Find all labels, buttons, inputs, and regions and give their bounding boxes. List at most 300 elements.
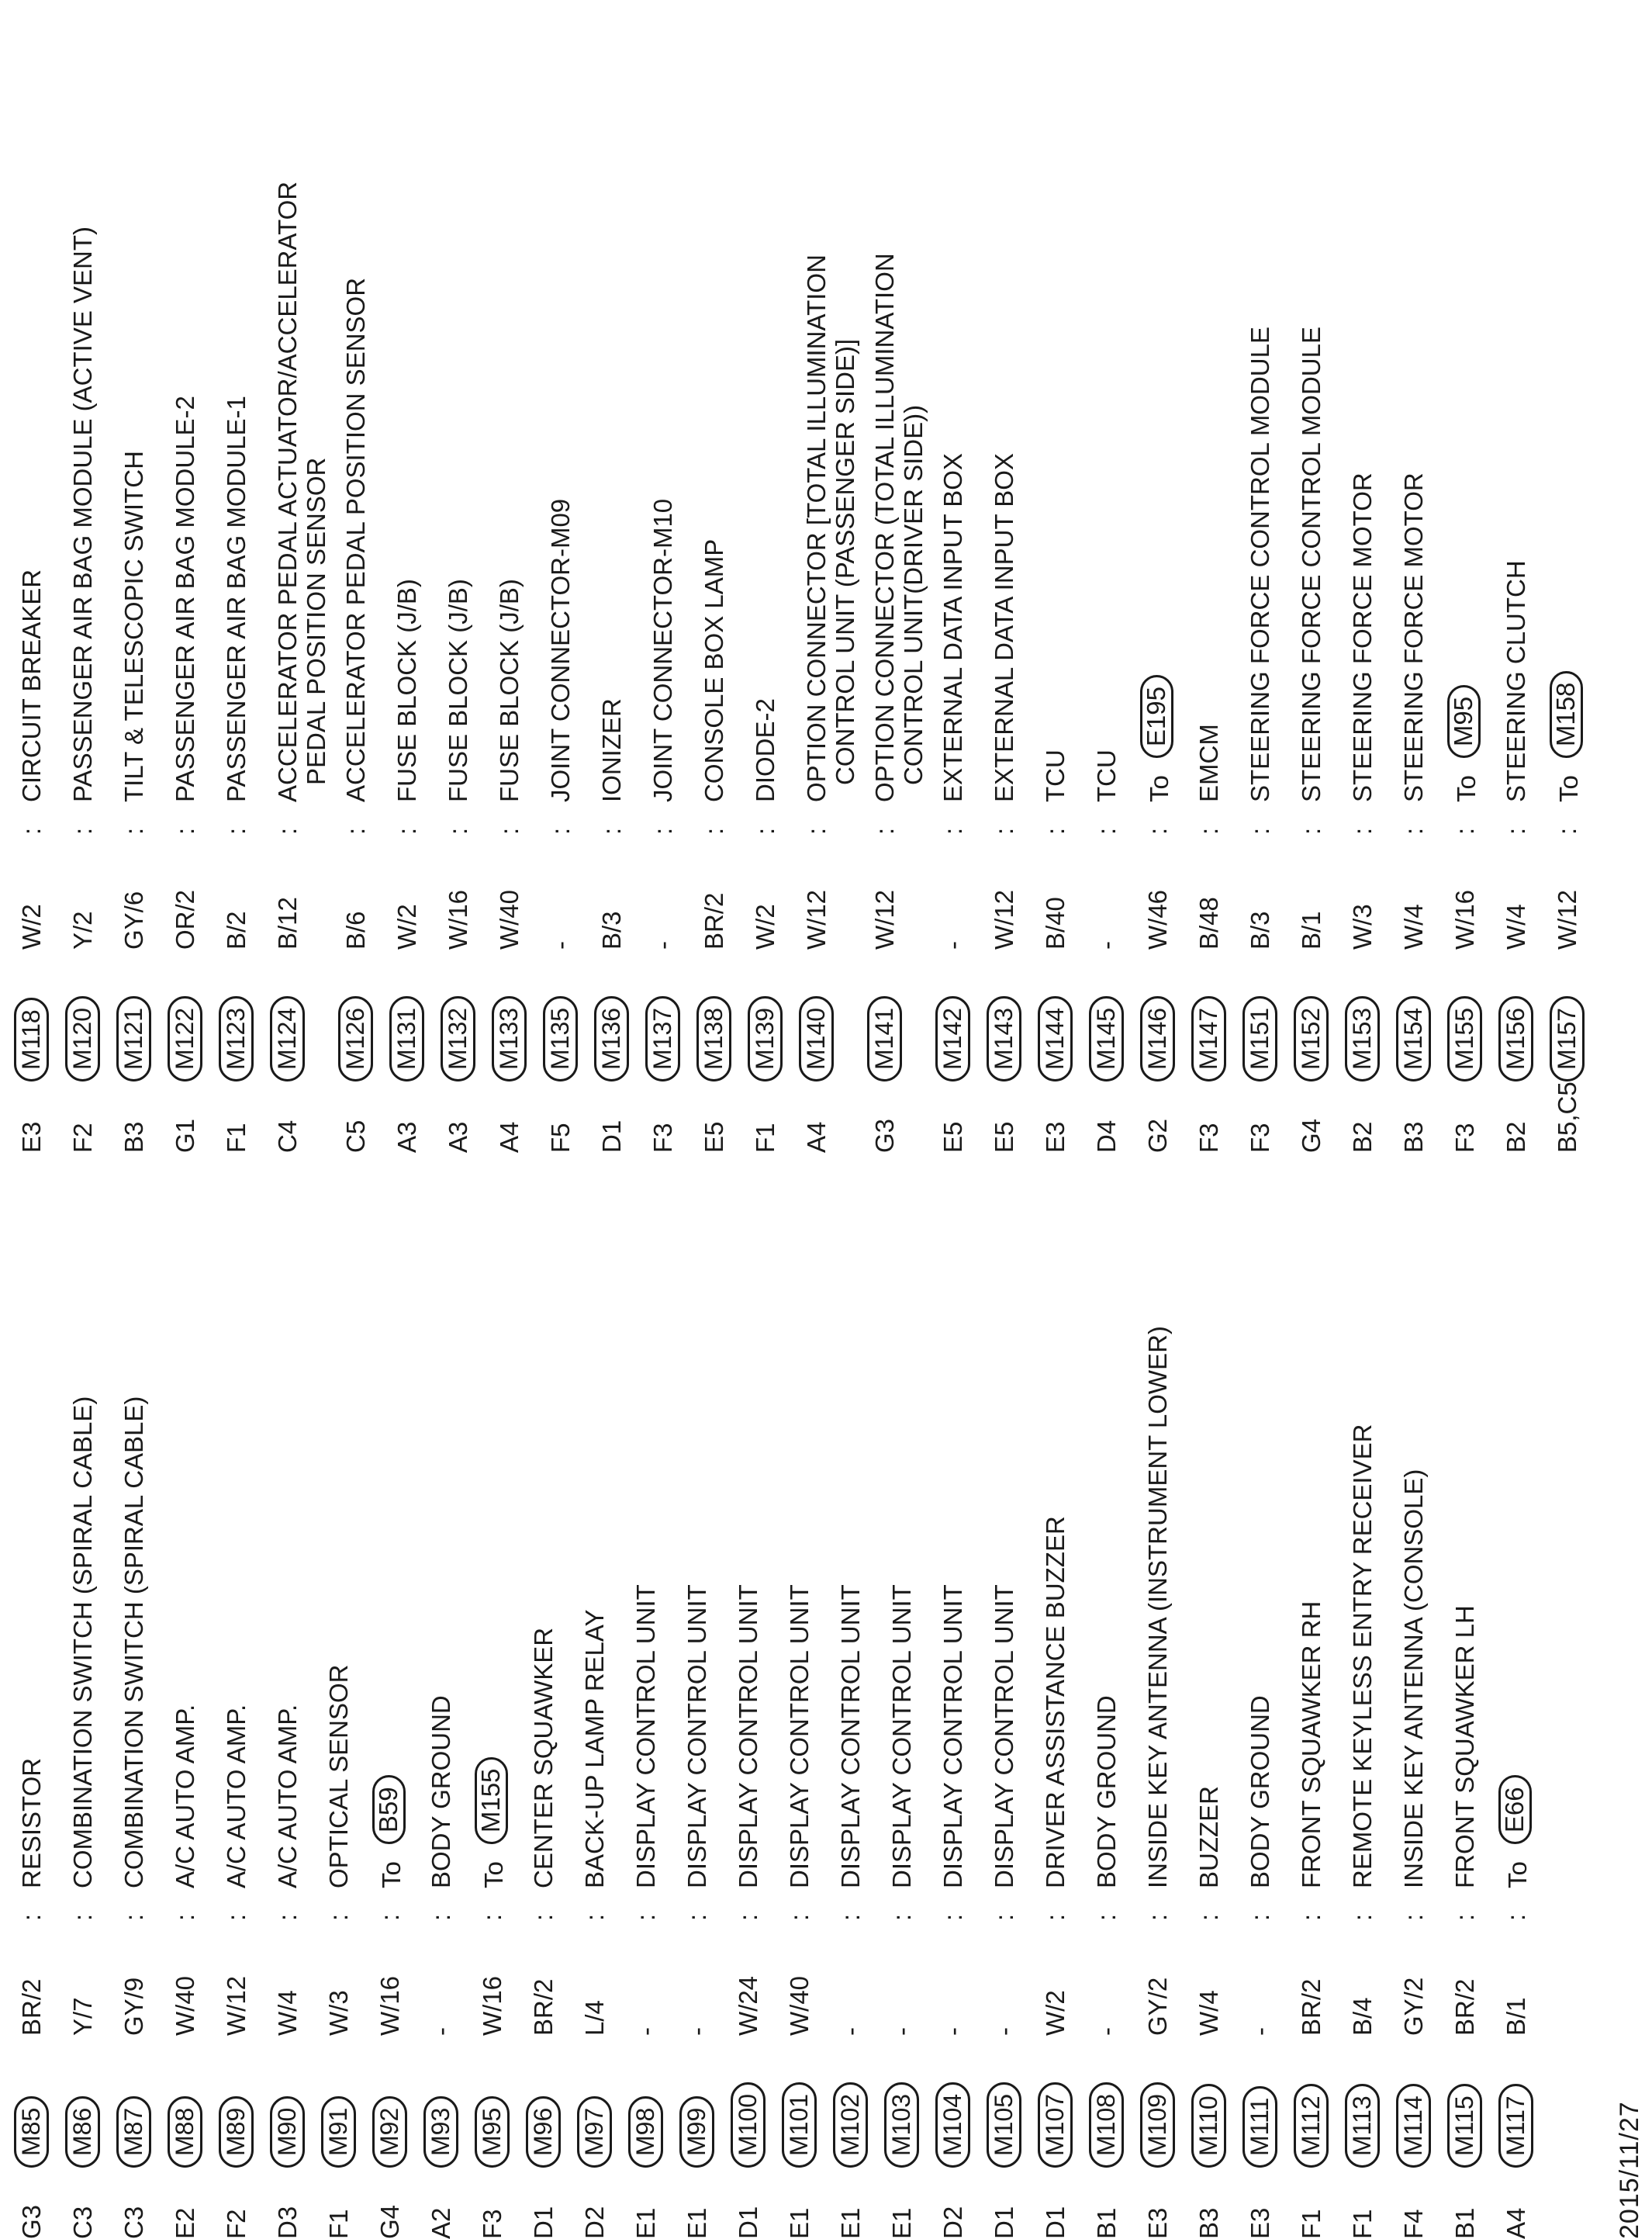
separator-colon: :: [17, 1913, 46, 1921]
grid-reference: A4: [802, 1121, 831, 1153]
connector-color-pins: B/12: [273, 897, 302, 950]
connector-description: [700, 539, 728, 802]
description-line: RESISTOR: [17, 1757, 46, 1888]
connector-description: [495, 579, 524, 802]
grid-reference: E3: [1041, 1121, 1070, 1153]
separator-colon: :: [597, 827, 626, 835]
grid-reference: E3: [17, 1121, 46, 1153]
grid-reference: E2: [171, 2207, 199, 2239]
separator-colon: :: [68, 827, 97, 835]
description-line: JOINT CONNECTOR-M10: [648, 498, 677, 802]
grid-reference: E3: [1246, 2207, 1274, 2239]
grid-reference: F4: [1399, 2209, 1428, 2239]
connector-description: [1399, 1469, 1428, 1888]
separator-colon: :: [938, 1913, 967, 1921]
description-line: COMBINATION SWITCH (SPIRAL CABLE): [68, 1396, 97, 1888]
grid-reference: F1: [1297, 2209, 1325, 2239]
separator-colon: :: [1041, 1913, 1070, 1921]
connector-description: [648, 499, 677, 802]
grid-reference: F5: [546, 1123, 575, 1153]
description-line: IONIZER: [597, 698, 626, 802]
separator-colon: :: [1143, 1913, 1172, 1921]
grid-reference: C3: [119, 2206, 148, 2239]
grid-reference: F3: [1450, 1123, 1479, 1153]
separator-colon: :: [785, 1913, 814, 1921]
connector-color-pins: W/4: [1502, 904, 1530, 950]
connector-number-badge: [987, 996, 1021, 1081]
connector-color-pins: B/6: [341, 911, 370, 950]
connector-color-pins: Y/7: [68, 1997, 97, 2036]
connector-number-badge: [935, 2082, 970, 2168]
connector-number-badge: [1294, 2084, 1329, 2168]
description-line: DISPLAY CONTROL UNIT: [683, 1584, 711, 1888]
connector-number: M87: [116, 2096, 151, 2168]
connector-description: [631, 1584, 660, 1888]
separator-colon: :: [1194, 827, 1223, 835]
connector-number-badge: [116, 996, 151, 1081]
connector-description: [836, 1584, 865, 1888]
connector-number: M143: [987, 996, 1021, 1081]
connector-description: [222, 1704, 251, 1888]
connector-number: M155: [1447, 996, 1482, 1081]
connector-number: M96: [526, 2096, 561, 2168]
description-line: STEERING CLUTCH: [1502, 560, 1530, 802]
connector-number-badge: [492, 996, 527, 1081]
connector-number-badge: [321, 2096, 356, 2168]
connector-color-pins: W/12: [1553, 889, 1581, 950]
grid-reference: C5: [341, 1120, 370, 1153]
connector-number-badge: [679, 2096, 714, 2168]
connector-number-badge: [833, 2082, 868, 2168]
connector-number: M146: [1140, 996, 1175, 1081]
left-connector-column: [0, 998, 1652, 2239]
connector-number: M90: [270, 2096, 305, 2168]
grid-reference: A2: [427, 2207, 455, 2239]
connector-number-badge: [219, 996, 254, 1081]
connector-description: [1041, 1516, 1070, 1888]
separator-colon: :: [1399, 827, 1428, 835]
connector-number: M103: [884, 2082, 919, 2168]
connector-description: [1297, 327, 1325, 802]
separator-colon: :: [478, 1913, 506, 1921]
separator-colon: :: [836, 1913, 865, 1921]
grid-reference: E3: [1143, 2207, 1172, 2239]
connector-description: [1041, 749, 1070, 802]
grid-reference: B5,C5: [1553, 1081, 1581, 1153]
connector-description: [1194, 1786, 1223, 1888]
connector-color-pins: BR/2: [529, 1978, 558, 2036]
description-line: BUZZER: [1194, 1786, 1223, 1888]
connector-description: [1348, 472, 1377, 802]
separator-colon: :: [1297, 1913, 1325, 1921]
connector-description: [938, 453, 967, 802]
separator-colon: :: [887, 1913, 916, 1921]
connector-number: M118: [14, 998, 49, 1081]
connector-description: [1246, 1695, 1274, 1888]
to-label: To: [377, 1861, 406, 1888]
connector-color-pins: W/4: [1399, 904, 1428, 950]
connector-color-pins: B/48: [1194, 897, 1223, 950]
description-line: STEERING FORCE CONTROL MODULE: [1297, 327, 1325, 802]
separator-colon: :: [1194, 1913, 1223, 1921]
connector-number: M109: [1140, 2082, 1175, 2168]
connector-number: M152: [1294, 996, 1329, 1081]
connector-description: [990, 1584, 1018, 1888]
description-line: TCU: [1041, 749, 1070, 802]
connector-description: [580, 1610, 609, 1888]
separator-colon: :: [1502, 827, 1530, 835]
connector-number-badge: [1550, 996, 1585, 1081]
grid-reference: D1: [1041, 2206, 1070, 2239]
connector-number: M98: [628, 2096, 663, 2168]
connector-number-badge: [65, 996, 100, 1081]
description-line: FUSE BLOCK (J/B): [444, 579, 472, 802]
connector-number-badge: [1242, 996, 1277, 1081]
separator-colon: :: [1450, 1913, 1479, 1921]
connector-number-badge: [731, 2082, 766, 2168]
connector-description: [1297, 1601, 1325, 1888]
description-line: CENTER SQUAWKER: [529, 1627, 558, 1888]
connector-color-pins: W/16: [375, 1975, 404, 2036]
connector-number: M132: [441, 996, 475, 1081]
grid-reference: D1: [734, 2206, 762, 2239]
grid-reference: B1: [1450, 2207, 1479, 2239]
grid-reference: F3: [648, 1123, 677, 1153]
description-line: DISPLAY CONTROL UNIT: [836, 1584, 865, 1888]
description-line: EXTERNAL DATA INPUT BOX: [990, 453, 1018, 802]
grid-reference: G4: [1297, 1118, 1325, 1153]
connector-number: M117: [1498, 2084, 1533, 2168]
separator-colon: :: [938, 827, 967, 835]
connector-number-badge: [628, 2096, 663, 2168]
separator-colon: :: [870, 827, 899, 835]
grid-reference: B3: [119, 1121, 148, 1153]
description-line: BODY GROUND: [427, 1695, 455, 1888]
connector-number: M136: [594, 996, 629, 1081]
connector-number: M131: [389, 996, 424, 1081]
connector-number-badge: [1038, 2082, 1073, 2168]
connector-number-badge: [543, 996, 578, 1081]
separator-colon: :: [546, 827, 575, 835]
separator-colon: :: [171, 827, 199, 835]
description-line: JOINT CONNECTOR-M09: [546, 498, 575, 802]
connector-description: [119, 451, 148, 802]
connector-number: M135: [543, 996, 578, 1081]
connector-description: [222, 396, 251, 802]
grid-reference: C3: [68, 2206, 97, 2239]
connector-description: [683, 1584, 711, 1888]
connector-description: [1246, 327, 1274, 802]
connector-number: M147: [1191, 996, 1226, 1081]
description-line: CIRCUIT BREAKER: [17, 569, 46, 802]
separator-colon: :: [631, 1913, 660, 1921]
connector-number-badge: [14, 2096, 49, 2168]
connector-color-pins: B/2: [222, 911, 251, 950]
grid-reference: F3: [478, 2209, 506, 2239]
connector-number-badge: [1447, 2084, 1482, 2168]
connector-number-badge: [1447, 996, 1482, 1081]
connector-number: M89: [219, 2096, 254, 2168]
description-line-continued: CONTROL UNIT(DRIVER SIDE)): [899, 404, 928, 785]
connector-description: [1502, 560, 1530, 802]
separator-colon: :: [802, 827, 831, 835]
connector-description: [529, 1628, 558, 1888]
to-label: To: [1145, 775, 1173, 802]
connector-color-pins: W/40: [785, 1975, 814, 2036]
grid-reference: B3: [1194, 2207, 1223, 2239]
connector-number-badge: [1345, 2084, 1380, 2168]
connector-color-pins: B/3: [1246, 911, 1274, 950]
description-line: DISPLAY CONTROL UNIT: [785, 1584, 814, 1888]
separator-colon: :: [392, 827, 421, 835]
connector-number: M121: [116, 996, 151, 1081]
connector-number: M126: [338, 996, 373, 1081]
description-line: DRIVER ASSISTANCE BUZZER: [1041, 1516, 1070, 1888]
description-line: A/C AUTO AMP.: [273, 1704, 302, 1888]
connector-description: [1092, 1695, 1121, 1888]
connector-description: [785, 1584, 814, 1888]
connector-color-pins: W/3: [324, 1990, 353, 2036]
connector-number: M140: [799, 996, 834, 1081]
connector-number-badge: [526, 2096, 561, 2168]
connector-number: M104: [935, 2082, 970, 2168]
connector-description: [1143, 675, 1177, 802]
grid-reference: E1: [631, 2207, 660, 2239]
connector-number: M151: [1242, 996, 1277, 1081]
description-line: FUSE BLOCK (J/B): [392, 579, 421, 802]
connector-number: M107: [1038, 2082, 1073, 2168]
connector-number: M101: [782, 2082, 817, 2168]
grid-reference: G1: [171, 1118, 199, 1153]
connector-color-pins: BR/2: [700, 892, 728, 950]
connector-number: M91: [321, 2096, 356, 2168]
description-line-continued: CONTROL UNIT (PASSENGER SIDE)]: [831, 338, 859, 785]
description-line: BACK-UP LAMP RELAY: [580, 1609, 609, 1888]
connector-number-badge: [65, 2096, 100, 2168]
connector-color-pins: W/12: [990, 889, 1018, 950]
grid-reference: E5: [990, 1121, 1018, 1153]
connector-number-badge: [116, 2096, 151, 2168]
description-line: DISPLAY CONTROL UNIT: [990, 1584, 1018, 1888]
grid-reference: E1: [836, 2207, 865, 2239]
connector-description: [68, 227, 97, 802]
separator-colon: :: [1092, 827, 1121, 835]
grid-reference: B2: [1348, 1121, 1377, 1153]
connector-description: [171, 1704, 199, 1888]
connector-number-badge: [577, 2096, 612, 2168]
grid-reference: E1: [785, 2207, 814, 2239]
grid-reference: D1: [990, 2206, 1018, 2239]
connector-number-badge: [1345, 996, 1380, 1081]
description-line: FRONT SQUAWKER LH: [1450, 1605, 1479, 1888]
connector-color-pins: W/46: [1143, 889, 1172, 950]
separator-colon: :: [1450, 827, 1479, 835]
connector-number: M108: [1089, 2082, 1124, 2168]
connector-number-badge: [372, 2096, 407, 2168]
separator-colon: :: [324, 1913, 353, 1921]
separator-colon: :: [171, 1913, 199, 1921]
grid-reference: G4: [375, 2204, 404, 2239]
description-line: TCU: [1092, 749, 1121, 802]
grid-reference: D2: [580, 2206, 609, 2239]
linked-connector-badge: M155: [475, 1757, 508, 1845]
linked-connector-badge: B59: [372, 1775, 406, 1844]
connector-color-pins: W/16: [444, 889, 472, 950]
connector-description: [1194, 724, 1223, 802]
connector-color-pins: W/24: [734, 1975, 762, 2036]
connector-color-pins: B/40: [1041, 897, 1070, 950]
grid-reference: F1: [1348, 2209, 1377, 2239]
to-label: To: [479, 1861, 508, 1888]
separator-colon: :: [119, 827, 148, 835]
connector-color-pins: B/1: [1297, 911, 1325, 950]
description-line-continued: PEDAL POSITION SENSOR: [302, 457, 330, 785]
to-label: To: [1452, 775, 1481, 802]
connector-color-pins: GY/2: [1399, 1977, 1428, 2036]
separator-colon: :: [17, 827, 46, 835]
connector-number-badge: [270, 2096, 305, 2168]
connector-color-pins: -: [648, 941, 677, 950]
description-line: FUSE BLOCK (J/B): [495, 579, 524, 802]
connector-number-badge: [1140, 996, 1175, 1081]
grid-reference: D3: [273, 2206, 302, 2239]
connector-color-pins: W/4: [273, 1990, 302, 2036]
separator-colon: :: [990, 1913, 1018, 1921]
grid-reference: B1: [1092, 2207, 1121, 2239]
separator-colon: :: [68, 1913, 97, 1921]
connector-description: [478, 1757, 511, 1888]
connector-number: M95: [475, 2096, 510, 2168]
grid-reference: C4: [273, 1120, 302, 1153]
description-line: OPTION CONNECTOR [TOTAL ILLUMINATION: [802, 254, 831, 802]
description-line: CONSOLE BOX LAMP: [700, 538, 728, 802]
connector-number-badge: [645, 996, 680, 1081]
connector-number: M139: [748, 996, 783, 1081]
connector-color-pins: W/3: [1348, 904, 1377, 950]
separator-colon: :: [1553, 827, 1581, 835]
connector-description: [546, 499, 575, 802]
description-line: TILT & TELESCOPIC SWITCH: [119, 451, 148, 802]
connector-number-badge: [1191, 2084, 1226, 2168]
connector-number: M138: [696, 996, 731, 1081]
connector-description: [1450, 685, 1484, 802]
separator-colon: :: [222, 827, 251, 835]
connector-number: M102: [833, 2082, 868, 2168]
description-line: DISPLAY CONTROL UNIT: [631, 1584, 660, 1888]
connector-color-pins: -: [427, 2027, 455, 2036]
grid-reference: B3: [1399, 1121, 1428, 1153]
description-line: STEERING FORCE MOTOR: [1399, 472, 1428, 802]
separator-colon: :: [375, 1913, 404, 1921]
connector-number-badge: [1294, 996, 1329, 1081]
connector-number: M133: [492, 996, 527, 1081]
connector-number: M88: [168, 2096, 202, 2168]
grid-reference: E1: [683, 2207, 711, 2239]
connector-number-badge: [1191, 996, 1226, 1081]
connector-number: M86: [65, 2096, 100, 2168]
connector-color-pins: W/16: [1450, 889, 1479, 950]
description-line: A/C AUTO AMP.: [222, 1704, 251, 1888]
connector-description: [273, 1704, 302, 1888]
connector-description: [444, 579, 472, 802]
grid-reference: A3: [444, 1121, 472, 1153]
grid-reference: G3: [870, 1118, 899, 1153]
connector-color-pins: W/2: [1041, 1990, 1070, 2036]
grid-reference: F1: [751, 1123, 779, 1153]
grid-reference: B2: [1502, 1121, 1530, 1153]
connector-number: M113: [1345, 2084, 1380, 2168]
connector-description: [990, 453, 1018, 802]
connector-number-badge: [389, 996, 424, 1081]
connector-number: M156: [1498, 996, 1533, 1081]
connector-color-pins: W/12: [222, 1975, 251, 2036]
connector-number-badge: [696, 996, 731, 1081]
separator-colon: :: [1348, 1913, 1377, 1921]
connector-number: M112: [1294, 2084, 1329, 2168]
separator-colon: :: [1246, 827, 1274, 835]
connector-number-badge: [935, 996, 970, 1081]
description-line: A/C AUTO AMP.: [171, 1704, 199, 1888]
linked-connector-badge: M95: [1447, 685, 1481, 758]
connector-color-pins: GY/2: [1143, 1977, 1172, 2036]
separator-colon: :: [1399, 1913, 1428, 1921]
separator-colon: :: [648, 827, 677, 835]
separator-colon: :: [273, 1913, 302, 1921]
connector-number: M99: [679, 2096, 714, 2168]
connector-color-pins: W/4: [1194, 1990, 1223, 2036]
connector-color-pins: W/2: [392, 904, 421, 950]
grid-reference: F2: [68, 1123, 97, 1153]
connector-number: M93: [423, 2096, 458, 2168]
connector-number-badge: [867, 996, 902, 1081]
grid-reference: D4: [1092, 1120, 1121, 1153]
connector-number: M123: [219, 996, 254, 1081]
connector-number-badge: [14, 998, 49, 1081]
connector-description: [392, 579, 421, 802]
grid-reference: F1: [324, 2209, 353, 2239]
connector-number-badge: [475, 2096, 510, 2168]
connector-color-pins: -: [683, 2027, 711, 2036]
connector-description: [1450, 1605, 1479, 1888]
connector-color-pins: Y/2: [68, 911, 97, 950]
connector-number: M153: [1345, 996, 1380, 1081]
separator-colon: :: [700, 827, 728, 835]
connector-number-badge: [1242, 2086, 1277, 2168]
connector-color-pins: -: [990, 2027, 1018, 2036]
description-line: PASSENGER AIR BAG MODULE (ACTIVE VENT): [68, 226, 97, 802]
connector-number: M144: [1038, 996, 1073, 1081]
connector-number: M122: [168, 996, 202, 1081]
connector-description: [324, 1664, 353, 1888]
connector-number: M124: [270, 996, 305, 1081]
connector-color-pins: OR/2: [171, 889, 199, 950]
connector-number-badge: [1498, 2084, 1533, 2168]
grid-reference: F1: [222, 1123, 251, 1153]
connector-description: [1399, 472, 1428, 802]
grid-reference: A4: [495, 1121, 524, 1153]
separator-colon: :: [119, 1913, 148, 1921]
grid-reference: D2: [938, 2206, 967, 2239]
connector-number: M137: [645, 996, 680, 1081]
connector-color-pins: -: [1092, 941, 1121, 950]
connector-description: [938, 1584, 967, 1888]
description-line: STEERING FORCE CONTROL MODULE: [1246, 327, 1274, 802]
connector-color-pins: BR/2: [1297, 1978, 1325, 2036]
connector-color-pins: GY/9: [119, 1977, 148, 2036]
grid-reference: D1: [529, 2206, 558, 2239]
connector-description: [17, 1758, 46, 1888]
description-line: INSIDE KEY ANTENNA (INSTRUMENT LOWER): [1143, 1326, 1172, 1888]
